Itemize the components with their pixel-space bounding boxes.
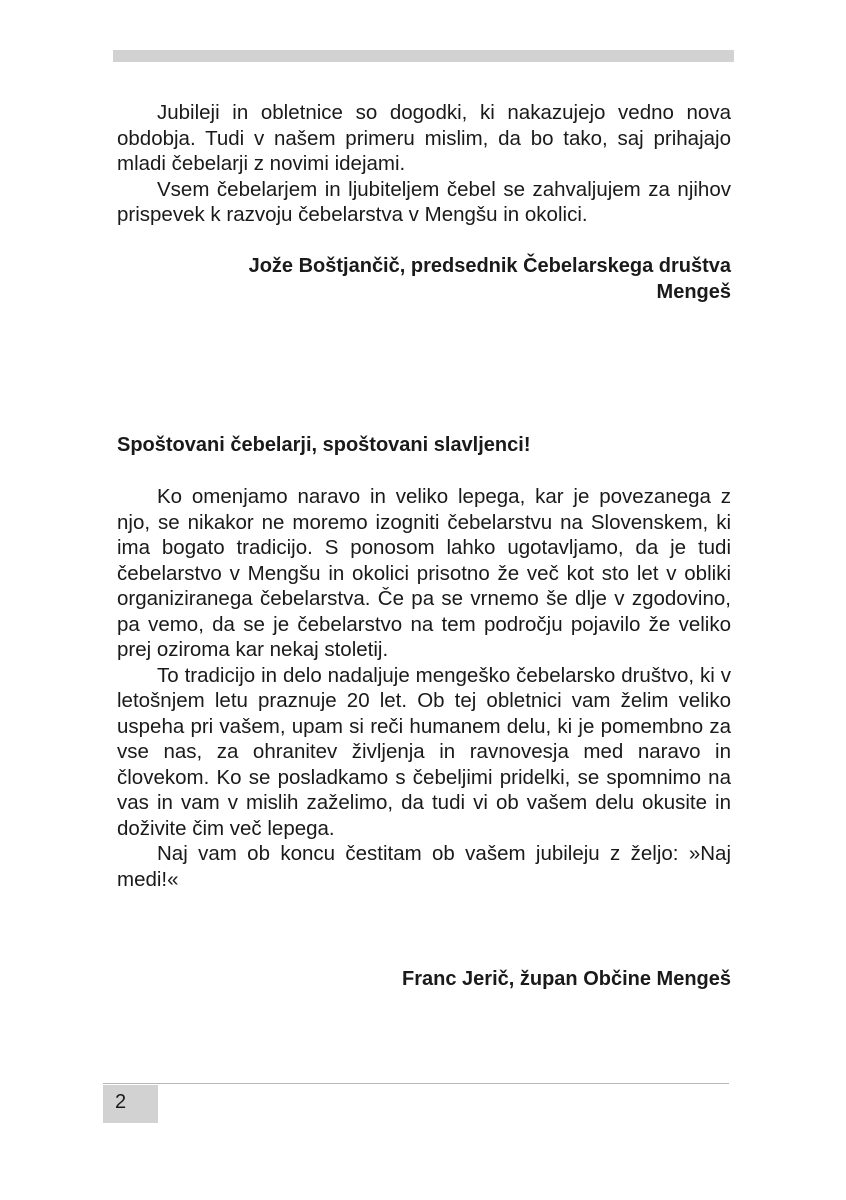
intro-text	[117, 100, 731, 228]
page-number-box	[103, 1085, 158, 1123]
footer-rule	[103, 1083, 729, 1084]
greeting-heading: Spoštovani čebelarji, spoštovani slavljenci!	[117, 434, 531, 456]
mayor-signature: Franc Jerič, župan Občine Mengeš	[402, 968, 731, 990]
page-number: 2	[115, 1091, 127, 1113]
president-signature-line-1: Jože Boštjančič, predsednik Čebelarskega društva	[248, 255, 731, 277]
greeting-paragraph-1: Ko omenjamo naravo in veliko lepega, kar je povezanega z njo, se nikakor ne moremo izogniti čebelarstvu na Slovenskem, ki ima bogato tradicijo. S ponosom lahko ugotavljamo, da je tudi čebelarstvo v Mengšu in okolici prisotno že več kot sto let v obliki organiziranega čebelarstva. Če pa se vrnemo še dlje v zgodovino, pa vemo, da se je čebelarstvo na tem področju pojavilo že veliko prej oziroma kar nekaj stoletij.	[117, 485, 731, 661]
intro-paragraph-2: Vsem čebelarjem in ljubiteljem čebel se zahvaljujem za njihov prispevek k razvoju čebelarstva v Mengšu in okolici.	[117, 177, 731, 226]
greeting-paragraph-3: Naj vam ob koncu čestitam ob vašem jubileju z željo: »Naj medi!«	[117, 842, 731, 891]
intro-paragraph-1: Jubileji in obletnice so dogodki, ki nakazujejo vedno nova obdobja. Tudi v našem primeru mislim, da bo tako, saj prihajajo mladi čebelarji z novimi idejami.	[117, 101, 731, 175]
greeting-text	[117, 484, 731, 892]
greeting-paragraph-2: To tradicijo in delo nadaljuje mengeško čebelarsko društvo, ki v letošnjem letu praznuje 20 let. Ob tej obletnici vam želim veliko uspeha pri vašem, upam si reči humanem delu, ki je pomembno za vse nas, za ohranitev življenja in ravnovesja med naravo in človekom. Ko se posladkamo s čebeljimi pridelki, se spomnimo na vas in vam v mislih zaželimo, da tudi vi ob vašem delu okusite in doživite čim več lepega.	[117, 663, 731, 840]
president-signature-line-2: Mengeš	[656, 281, 731, 303]
header-bar	[113, 50, 734, 62]
president-signature	[111, 253, 731, 305]
